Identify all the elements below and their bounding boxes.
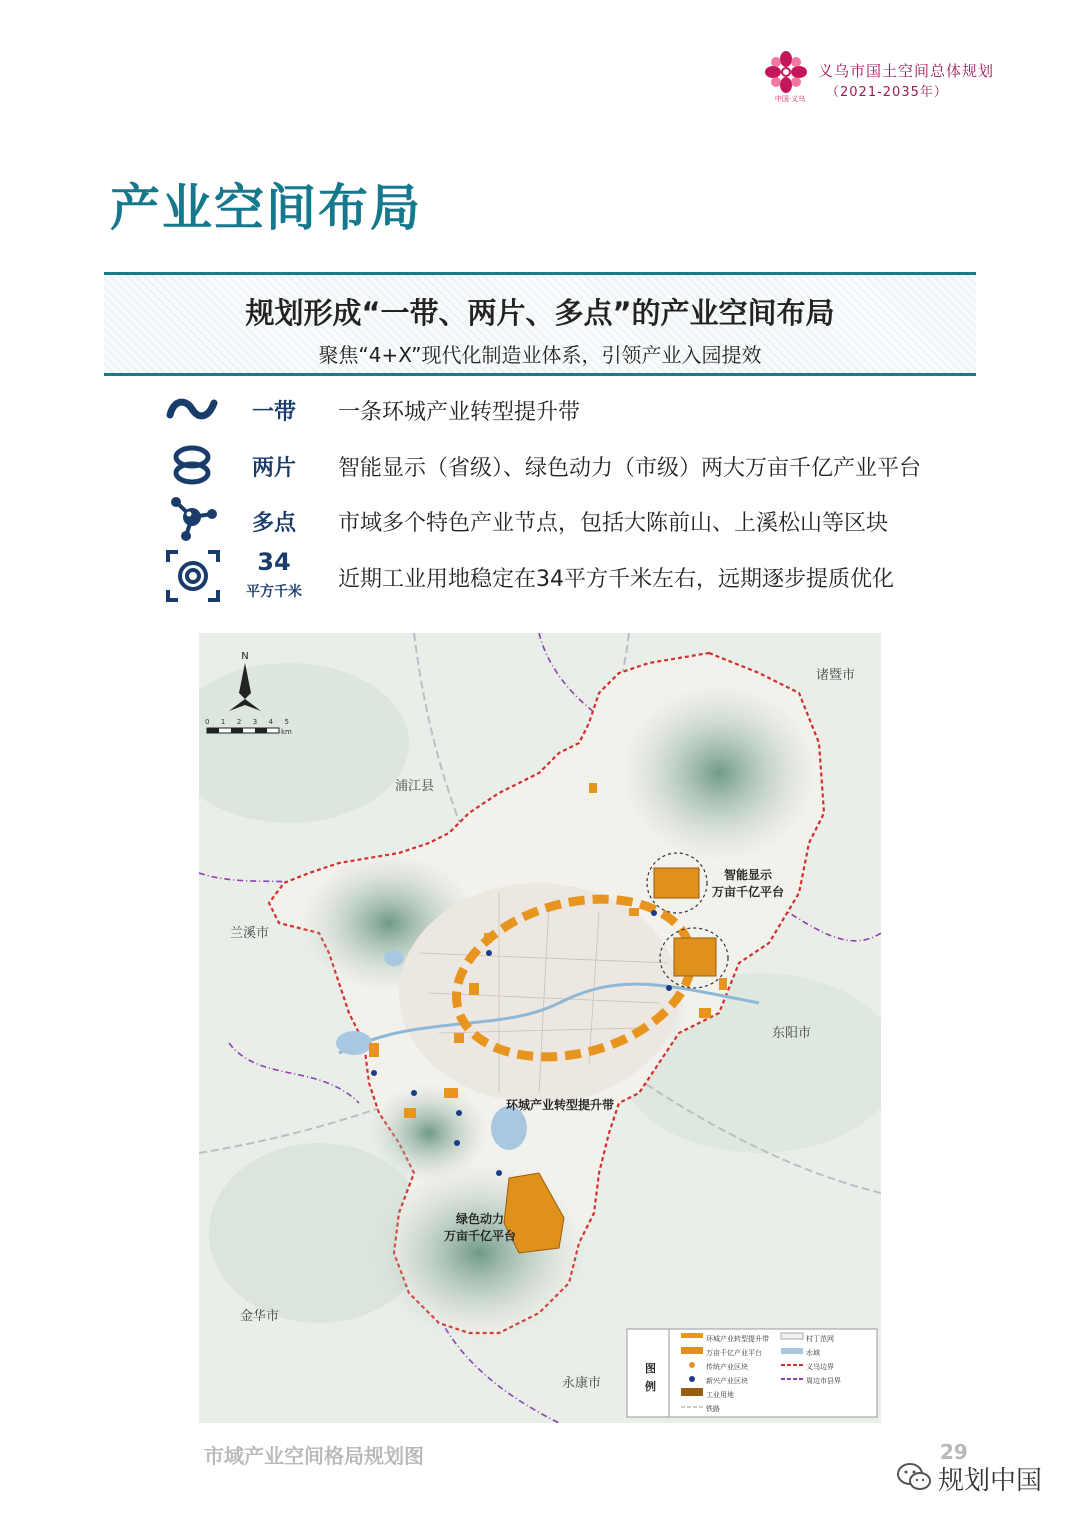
wave-icon xyxy=(162,385,222,435)
plan-years: （2021-2035年） xyxy=(826,85,948,100)
label-ring-belt: 环城产业转型提升带 xyxy=(506,1098,615,1112)
banner-subline: 聚焦“4+X”现代化制造业体系，引领产业入园提效 xyxy=(318,343,762,367)
plan-title: 义乌市国土空间总体规划 xyxy=(818,62,995,80)
row-key-belt: 一带 xyxy=(251,400,296,425)
row-desc-zones: 智能显示（省级）、绿色动力（市级）两大万亩千亿产业平台 xyxy=(338,456,922,481)
watermark: 规划中国 xyxy=(938,1466,1043,1496)
label-zhuji: 诸暨市 xyxy=(816,668,856,683)
label-green-power: 绿色动力 万亩千亿平台 xyxy=(444,1212,517,1243)
label-smart-display: 智能显示 万亩千亿平台 xyxy=(712,868,785,899)
row-desc-belt: 一条环城产业转型提升带 xyxy=(338,400,581,425)
label-lanxi: 兰溪市 xyxy=(230,926,270,941)
scale-ticks: 0 1 2 3 4 5 xyxy=(205,718,289,726)
label-dongyang: 东阳市 xyxy=(772,1026,812,1041)
legend-col-right: 村丁范网 水域 义乌边界 周边市县界 xyxy=(806,1335,841,1385)
row-key-zones: 两片 xyxy=(251,456,296,481)
label-yongkang: 永康市 xyxy=(562,1376,602,1391)
double-ring-icon xyxy=(162,440,222,490)
legend-col-left: 环城产业转型提升带 万亩千亿产业平台 传统产业区块 新兴产业区块 工业用地 铁路 xyxy=(706,1335,769,1413)
page-title: 产业空间布局 xyxy=(110,179,422,237)
label-pujiang: 浦江县 xyxy=(395,779,435,794)
network-nodes-icon xyxy=(162,492,222,542)
row-key-nodes: 多点 xyxy=(251,511,296,536)
target-frame-icon xyxy=(164,548,222,604)
legend-title: 图例 xyxy=(645,1362,656,1393)
row-key-area-unit: 平方千米 xyxy=(246,584,302,600)
row-desc-area: 近期工业用地稳定在34平方千米左右，远期逐步提质优化 xyxy=(338,567,894,592)
row-key-area-value: 34 xyxy=(257,548,291,576)
label-jinhua: 金华市 xyxy=(240,1309,280,1324)
page-number: 29 xyxy=(940,1440,968,1464)
city-logo xyxy=(764,50,808,94)
summary-banner xyxy=(104,272,976,376)
wechat-icon xyxy=(896,1462,932,1492)
logo-subtitle: 中国·义乌 xyxy=(774,95,806,103)
scale-unit: km xyxy=(281,728,292,736)
banner-headline: 规划形成“一带、两片、多点”的产业空间布局 xyxy=(245,296,835,330)
row-desc-nodes: 市域多个特色产业节点，包括大陈前山、上溪松山等区块 xyxy=(338,511,889,536)
map-caption: 市域产业空间格局规划图 xyxy=(204,1444,424,1468)
svg-text:N: N xyxy=(241,651,249,662)
